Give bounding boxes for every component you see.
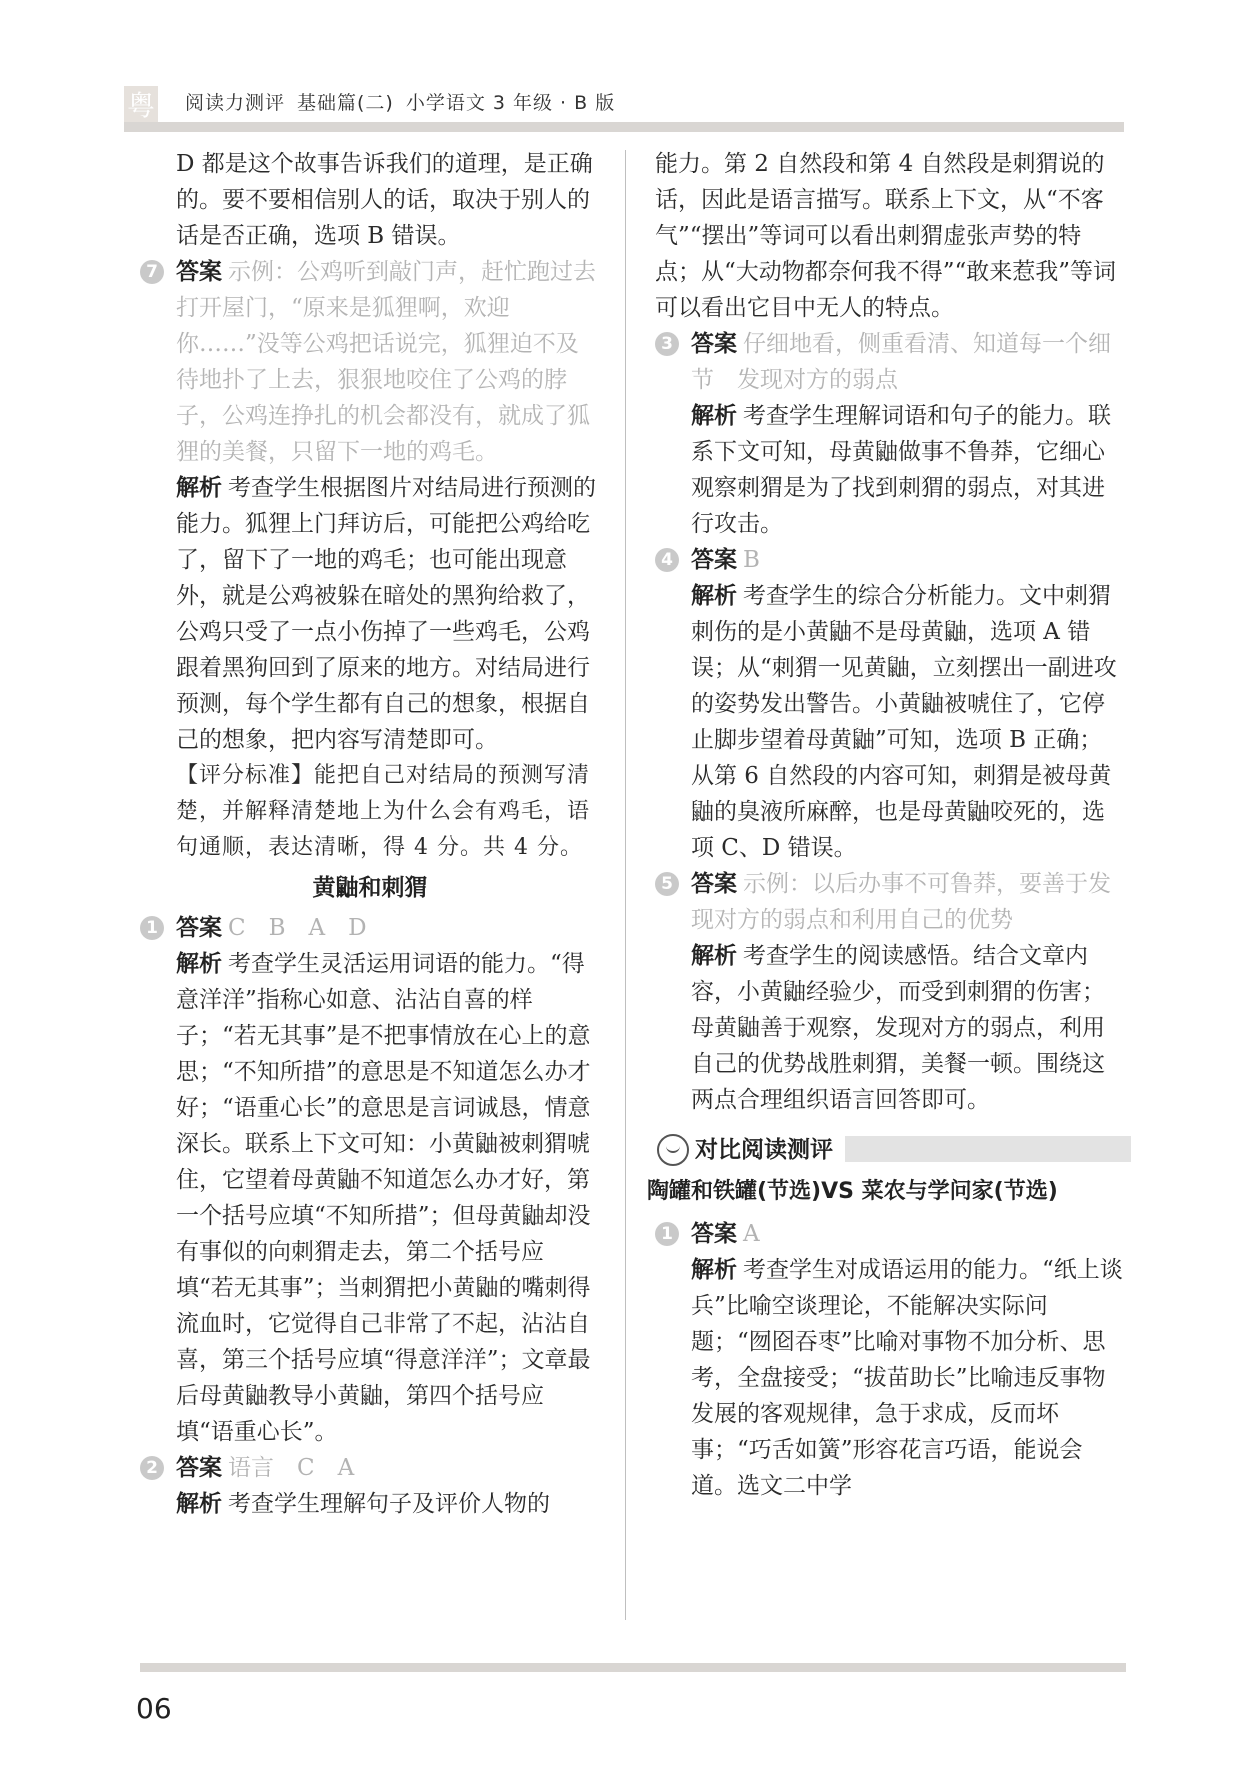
- answer-text: B: [743, 547, 760, 573]
- answer-label: 答案: [691, 331, 737, 357]
- banner-fill: [845, 1136, 1131, 1162]
- question-number-badge: 1: [655, 1222, 679, 1246]
- analysis-text: 考查学生的阅读感悟。结合文章内容，小黄鼬经验少，而受到刺猬的伤害；母黄鼬善于观察，发现对方的弱点，利用自己的优势战胜刺猬，美餐一顿。围绕这两点合理组织语言回答即可。: [691, 943, 1105, 1113]
- scoring-criteria: 【评分标准】能把自己对结局的预测写清楚，并解释清楚地上为什么会有鸡毛，语句通顺，表达清晰，得 4 分。共 4 分。: [176, 763, 591, 860]
- analysis-text: 考查学生对成语运用的能力。“纸上谈兵”比喻空谈理论，不能解决实际问题；“囫囵吞枣”比喻对事物不加分析、思考，全盘接受；“拔苗助长”比喻违反事物发展的客观规律，急于求成，反而坏事；“巧舌如簧”形容花言巧语，能说会道。选文二中学: [691, 1257, 1123, 1499]
- answer-label: 答案: [176, 259, 222, 285]
- question-number-badge: 2: [140, 1456, 164, 1480]
- analysis-label: 解析: [176, 1491, 222, 1517]
- question-number-badge: 3: [655, 332, 679, 356]
- book-name: 基础篇(二): [297, 92, 394, 114]
- answer-text: 语言 C A: [228, 1455, 355, 1481]
- answer-text: 示例：以后办事不可鲁莽，要善于发现对方的弱点和利用自己的优势: [691, 871, 1111, 933]
- analysis-label: 解析: [691, 1257, 737, 1283]
- analysis-text: 考查学生灵活运用词语的能力。“得意洋洋”指称心如意、沾沾自喜的样子；“若无其事”是不把事情放在心上的意思；“不知所措”的意思是不知道怎么办才好；“语重心长”的意思是言词诚恳，情意深长。联系上下文可知：小黄鼬被刺猬唬住，它望着母黄鼬不知道怎么办才好，第一个括号应填“不知所措”；但母黄鼬却没有事似的向刺猬走去，第二个括号应填“若无其事”；当刺猬把小黄鼬的嘴刺得流血时，它觉得自己非常了不起，沾沾自喜，第三个括号应填“得意洋洋”；文章最后母黄鼬教导小黄鼬，第四个括号应填“语重心长”。: [176, 951, 591, 1445]
- question-3: [655, 326, 1125, 542]
- left-column: [140, 146, 600, 1522]
- question-5: [655, 866, 1125, 1118]
- grade-edition: 小学语文 3 年级 · B 版: [405, 92, 616, 114]
- answer-line: [176, 254, 600, 470]
- analysis-text: 考查学生的综合分析能力。文中刺猬刺伤的是小黄鼬不是母黄鼬，选项 A 错误；从“刺猬一见黄鼬，立刻摆出一副进攻的姿势发出警告。小黄鼬被唬住了，它停止脚步望着母黄鼬”可知，选项 B 正确；从第 6 自然段的内容可知，刺猬是被母黄鼬的臭液所麻醉，也是母黄鼬咬死的，选项 C、D 错误。: [691, 583, 1117, 861]
- analysis-line: [176, 1486, 600, 1522]
- reader-face-icon: [657, 1134, 689, 1166]
- answer-label: 答案: [691, 547, 737, 573]
- answer-label: 答案: [176, 1455, 222, 1481]
- analysis-label: 解析: [176, 475, 222, 501]
- analysis-label: 解析: [691, 943, 737, 969]
- question-2: [140, 1450, 600, 1522]
- page-number: 06: [136, 1692, 172, 1725]
- analysis-line: [176, 946, 600, 1450]
- question-number-badge: 1: [140, 916, 164, 940]
- analysis-text: 考查学生根据图片对结局进行预测的能力。狐狸上门拜访后，可能把公鸡给吃了，留下了一地的鸡毛；也可能出现意外，就是公鸡被躲在暗处的黑狗给救了，公鸡只受了一点小伤掉了一些鸡毛，公鸡跟着黑狗回到了原来的地方。对结局进行预测，每个学生都有自己的想象，根据自己的想象，把内容写清楚即可。: [176, 475, 596, 753]
- analysis-text: 考查学生理解句子及评价人物的: [228, 1491, 550, 1517]
- compare-reading-title: 对比阅读测评: [695, 1137, 833, 1163]
- analysis-line: [691, 1252, 1125, 1504]
- section-title: 黄鼬和刺猬: [312, 875, 428, 901]
- analysis-label: 解析: [176, 951, 222, 977]
- series-name: 阅读力测评: [185, 92, 286, 114]
- answer-line: [176, 1450, 600, 1486]
- analysis-label: 解析: [691, 403, 737, 429]
- header-rule: [124, 122, 1124, 132]
- answer-label: 答案: [691, 1221, 737, 1247]
- question-number-badge: 5: [655, 872, 679, 896]
- question-7: [140, 254, 600, 866]
- continued-text: D 都是这个故事告诉我们的道理，是正确的。要不要相信别人的话，取决于别人的话是否正确，选项 B 错误。: [176, 151, 593, 249]
- answer-line: [691, 866, 1125, 938]
- answer-line: [691, 542, 1125, 578]
- analysis-label: 解析: [691, 583, 737, 609]
- analysis-line: [691, 578, 1125, 866]
- analysis-line: [691, 938, 1125, 1118]
- continued-text: 能力。第 2 自然段和第 4 自然段是刺猬说的话，因此是语言描写。联系上下文，从“不客气”“摆出”等词可以看出刺猬虚张声势的特点；从“大动物都奈何我不得”“敢来惹我”等词可以看出它目中无人的特点。: [655, 151, 1117, 321]
- question-1-compare: [655, 1216, 1125, 1504]
- answer-text: 仔细地看，侧重看清、知道每一个细节 发现对方的弱点: [691, 331, 1111, 393]
- compare-reading-banner: [655, 1128, 1125, 1172]
- analysis-text: 考查学生理解词语和句子的能力。联系下文可知，母黄鼬做事不鲁莽，它细心观察刺猬是为了找到刺猬的弱点，对其进行攻击。: [691, 403, 1111, 537]
- analysis-line: [176, 470, 600, 758]
- compare-reading-subtitle: 陶罐和铁罐(节选)VS 菜农与学问家(节选): [647, 1179, 1058, 1204]
- answer-label: 答案: [176, 915, 222, 941]
- analysis-line: [691, 398, 1125, 542]
- question-number-badge: 7: [140, 260, 164, 284]
- column-divider: [625, 150, 626, 1620]
- question-number-badge: 4: [655, 548, 679, 572]
- question-4: [655, 542, 1125, 866]
- publisher-logo: 粤: [124, 86, 158, 126]
- question-1: [140, 910, 600, 1450]
- answer-label: 答案: [691, 871, 737, 897]
- answer-text: 示例：公鸡听到敲门声，赶忙跑过去打开屋门，“原来是狐狸啊，欢迎你……”没等公鸡把话说完，狐狸迫不及待地扑了上去，狠狠地咬住了公鸡的脖子，公鸡连挣扎的机会都没有，就成了狐狸的美餐，只留下一地的鸡毛。: [176, 259, 596, 465]
- page-header: [0, 0, 1250, 140]
- footer-rule: [140, 1663, 1126, 1672]
- right-column: [647, 146, 1125, 1504]
- answer-text: A: [743, 1221, 760, 1247]
- answer-line: [691, 326, 1125, 398]
- header-title: [185, 88, 615, 115]
- answer-text: C B A D: [228, 915, 367, 941]
- answer-line: [176, 910, 600, 946]
- answer-line: [691, 1216, 1125, 1252]
